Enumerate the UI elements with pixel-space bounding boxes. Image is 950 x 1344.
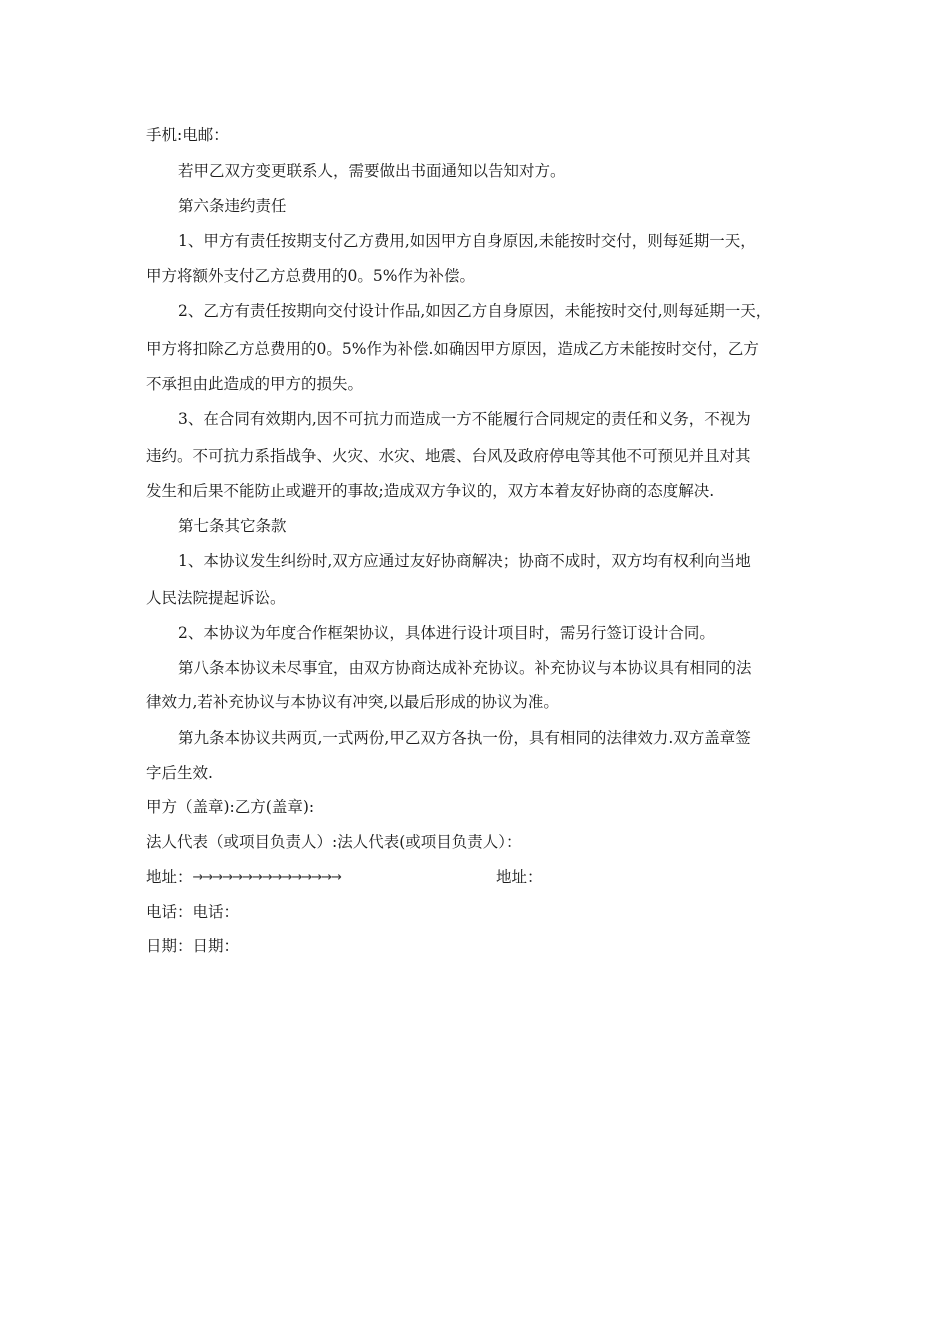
article-seven-clause-2: 2、本协议为年度合作框架协议，具体进行设计项目时，需另行签订设计合同。 (178, 624, 715, 642)
article-six-clause-2-line-1: 2、乙方有责任按期向交付设计作品,如因乙方自身原因，未能按时交付,则每延期一天， (178, 302, 772, 320)
signature-phone-line: 电话：电话： (146, 903, 240, 921)
article-six-clause-3-line-2: 违约。不可抗力系指战争、火灾、水灾、地震、台风及政府停电等其他不可预见并且对其 (146, 447, 751, 465)
signature-representative-line: 法人代表（或项目负责人）:法人代表(或项目负责人）： (146, 833, 522, 851)
article-six-clause-1-line-1: 1、甲方有责任按期支付乙方费用,如因甲方自身原因,未能按时交付，则每延期一天， (178, 232, 756, 250)
contact-phone-email-line: 手机:电邮： (146, 126, 229, 144)
article-six-clause-1-line-2: 甲方将额外支付乙方总费用的0。5%作为补偿。 (146, 267, 475, 285)
article-eight-line-2: 律效力,若补充协议与本协议有冲突,以最后形成的协议为准。 (146, 693, 559, 711)
address-arrow-marks: →→→→→→→→→→→→→→→ (192, 870, 341, 885)
article-seven-clause-1-line-1: 1、本协议发生纠纷时,双方应通过友好协商解决；协商不成时，双方均有权利向当地 (178, 552, 751, 570)
article-six-clause-3-line-3: 发生和后果不能防止或避开的事故;造成双方争议的，双方本着友好协商的态度解决. (146, 482, 715, 500)
address-left-label: 地址： (146, 868, 193, 886)
article-seven-heading: 第七条其它条款 (178, 517, 287, 535)
contact-change-notice: 若甲乙双方变更联系人，需要做出书面通知以告知对方。 (178, 162, 566, 180)
article-nine-line-1: 第九条本协议共两页,一式两份,甲乙双方各执一份，具有相同的法律效力.双方盖章签 (178, 729, 751, 747)
signature-party-line: 甲方（盖章):乙方(盖章): (146, 798, 315, 816)
signature-address-row (146, 867, 746, 887)
article-six-clause-2-line-3: 不承担由此造成的甲方的损失。 (146, 375, 364, 393)
article-six-clause-3-line-1: 3、在合同有效期内,因不可抗力而造成一方不能履行合同规定的责任和义务，不视为 (178, 410, 751, 428)
signature-date-line: 日期：日期： (146, 937, 240, 955)
article-six-clause-2-line-2: 甲方将扣除乙方总费用的0。5%作为补偿.如确因甲方原因，造成乙方未能按时交付，乙方 (146, 340, 759, 358)
article-eight-line-1: 第八条本协议未尽事宜，由双方协商达成补充协议。补充协议与本协议具有相同的法 (178, 659, 752, 677)
article-nine-line-2: 字后生效. (146, 764, 213, 782)
article-seven-clause-1-line-2: 人民法院提起诉讼。 (146, 589, 286, 607)
address-right-label: 地址： (496, 868, 543, 886)
article-six-heading: 第六条违约责任 (178, 197, 287, 215)
